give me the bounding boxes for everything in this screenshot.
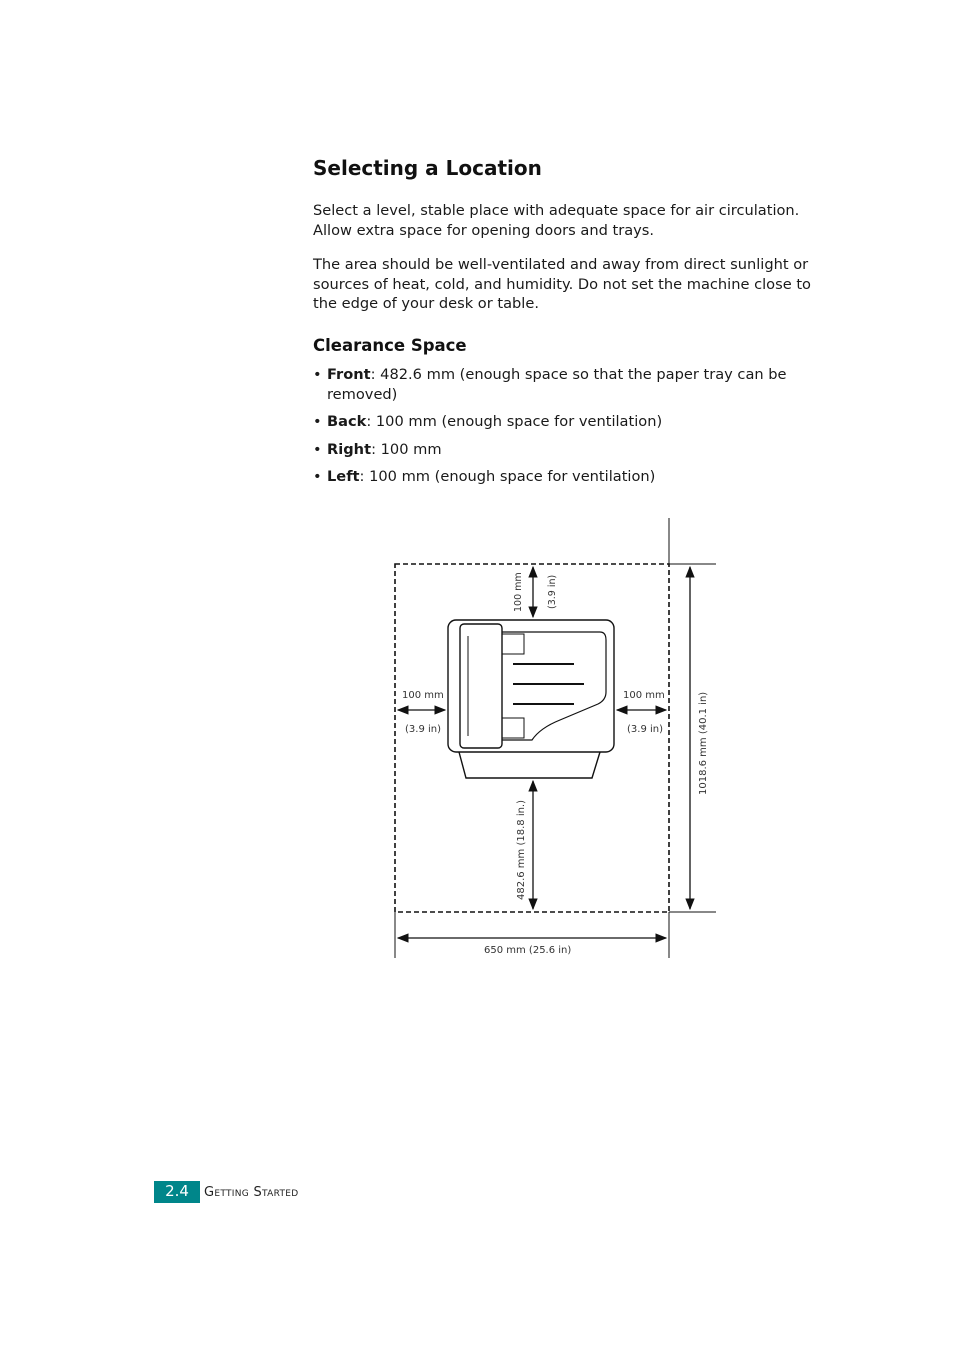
intro-paragraph-2: The area should be well-ventilated and away from direct sunlight or sources of heat, cold, and humidity. Do not set the machine close to the edge of your desk or table.	[313, 256, 811, 312]
section-footer: Getting Started	[204, 1185, 299, 1200]
back-mm-label: 100 mm	[513, 572, 524, 612]
clearance-label-left: Left	[327, 468, 360, 485]
front-label: 482.6 mm (18.8 in.)	[516, 799, 527, 900]
clearance-text-front: : 482.6 mm (enough space so that the paper tray can be removed)	[327, 366, 787, 403]
left-in-label: (3.9 in)	[405, 724, 442, 735]
clearance-item-back	[313, 412, 813, 432]
bullet-dot: •	[313, 366, 322, 383]
clearance-text-left: : 100 mm (enough space for ventilation)	[359, 468, 656, 485]
clearance-text-back: : 100 mm (enough space for ventilation)	[366, 413, 663, 430]
clearance-label-back: Back	[327, 413, 367, 430]
printer-icon	[448, 620, 614, 778]
clearance-item-front	[313, 365, 813, 404]
bullet-dot: •	[313, 468, 322, 485]
clearance-label-right: Right	[327, 440, 372, 458]
section-heading-clearance: Clearance Space	[313, 336, 467, 355]
intro-paragraph-1: Select a level, stable place with adequate space for air circulation. Allow extra space for opening doors and trays.	[313, 202, 800, 239]
clearance-item-right	[313, 440, 813, 460]
page-number-badge: 2.4	[154, 1181, 200, 1203]
right-mm-label: 100 mm	[623, 690, 665, 701]
bullet-dot: •	[313, 413, 322, 430]
back-in-label: (3.9 in)	[547, 574, 558, 609]
right-in-label: (3.9 in)	[627, 724, 664, 735]
width-label: 650 mm (25.6 in)	[484, 945, 572, 956]
left-mm-label: 100 mm	[402, 690, 444, 701]
depth-label: 1018.6 mm (40.1 in)	[698, 691, 709, 795]
clearance-item-left	[313, 467, 813, 487]
clearance-diagram	[380, 515, 740, 965]
clearance-list	[313, 365, 813, 495]
bullet-dot: •	[313, 440, 322, 458]
clearance-boundary	[395, 564, 669, 912]
clearance-text-right: : 100 mm	[371, 440, 442, 458]
clearance-label-front: Front	[327, 366, 371, 383]
page-title: Selecting a Location	[313, 156, 542, 180]
